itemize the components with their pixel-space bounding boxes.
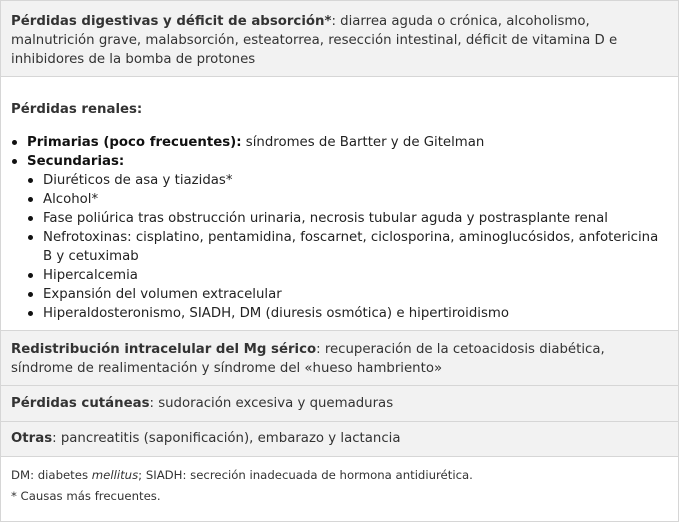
list-item: Expansión del volumen extracelular — [11, 285, 668, 304]
row-text: : sudoración excesiva y quemaduras — [149, 396, 394, 411]
row-text: : recuperación de la cetoacidosis diabética, síndrome de realimentación y síndrome del «hueso hambriento» — [11, 342, 605, 376]
row-label: Pérdidas renales: — [11, 102, 143, 117]
secondary-list — [11, 171, 668, 323]
row-other — [1, 422, 678, 457]
footnote-frequent-causes: * Causas más frecuentes. — [11, 489, 161, 503]
list-item: Fase poliúrica tras obstrucción urinaria, necrosis tubular aguda y postrasplante renal — [11, 209, 668, 228]
row-redistribution — [1, 331, 678, 386]
footnotes — [1, 457, 678, 507]
list-item-secondary: Secundarias: — [11, 152, 668, 171]
row-label: Pérdidas cutáneas — [11, 396, 150, 411]
row-text: : diarrea aguda o crónica, alcoholismo, malnutrición grave, malabsorción, esteatorrea, resección intestinal, déficit de vitamina D e inhibidores de la bomba de protones — [11, 14, 618, 67]
footnote-abbreviations: DM: diabetes mellitus; SIADH: secreción inadecuada de hormona antidiurética. — [11, 468, 473, 482]
row-label: Redistribución intracelular del Mg sérico — [11, 342, 317, 357]
row-skin-losses — [1, 386, 678, 422]
row-text: : pancreatitis (saponificación), embarazo y lactancia — [52, 431, 401, 446]
list-item: Nefrotoxinas: cisplatino, pentamidina, foscarnet, ciclosporina, aminoglucósidos, anfotericina B y cetuximab — [11, 228, 668, 266]
row-label: Otras — [11, 431, 53, 446]
list-item: Hiperaldosteronismo, SIADH, DM (diuresis osmótica) e hipertiroidismo — [11, 304, 668, 323]
list-item-primary: Primarias (poco frecuentes): síndromes de Bartter y de Gitelman — [11, 133, 668, 152]
row-digestive-losses — [1, 1, 678, 77]
list-item: Diuréticos de asa y tiazidas* — [11, 171, 668, 190]
list-item: Alcohol* — [11, 190, 668, 209]
row-label: Pérdidas digestivas y déficit de absorción* — [11, 14, 332, 29]
renal-list — [11, 133, 668, 171]
list-item: Hipercalcemia — [11, 266, 668, 285]
row-renal-losses — [1, 77, 678, 331]
